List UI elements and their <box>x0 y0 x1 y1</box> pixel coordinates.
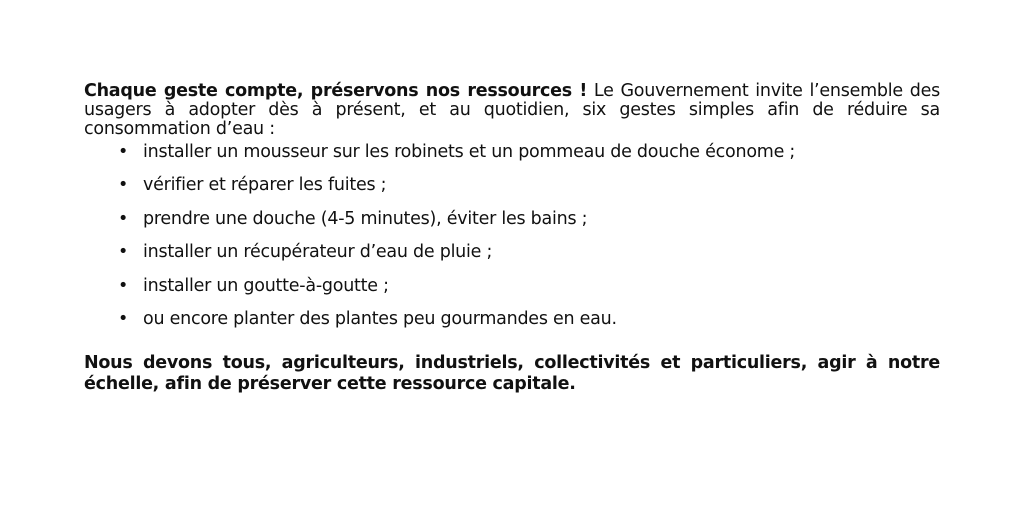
list-item-text: vérifier et réparer les fuites ; <box>143 175 387 196</box>
intro-text: Le Gouvernement invite l’ensemble des usagers à adopter dès à présent, et au quotidien, six gestes simples afin de réduire sa consommation d’eau : <box>84 81 940 139</box>
bullet-icon: • <box>118 175 129 196</box>
bullet-icon: • <box>118 208 129 229</box>
intro-lead: Chaque geste compte, préservons nos ressources ! <box>84 81 588 101</box>
list-item-text: installer un récupérateur d’eau de pluie ; <box>143 242 493 263</box>
list-item <box>84 310 940 343</box>
list-item-text: installer un goutte-à-goutte ; <box>143 275 389 296</box>
list-item-text: ou encore planter des plantes peu gourmandes en eau. <box>143 308 617 329</box>
bullet-icon: • <box>118 242 129 263</box>
bullet-icon: • <box>118 142 129 162</box>
list-item <box>84 277 940 310</box>
document-body <box>84 82 940 395</box>
list-item-text: installer un mousseur sur les robinets et un pommeau de douche économe ; <box>143 142 796 162</box>
bullet-icon: • <box>118 275 129 296</box>
list-item <box>84 210 940 243</box>
list-item <box>84 143 940 176</box>
gestures-list <box>84 143 940 343</box>
closing-paragraph: Nous devons tous, agriculteurs, industriels, collectivités et particuliers, agir à notre échelle, afin de préserver cette ressource capitale. <box>84 353 940 395</box>
list-item-text: prendre une douche (4-5 minutes), éviter les bains ; <box>143 208 588 229</box>
list-item <box>84 243 940 276</box>
bullet-icon: • <box>118 308 129 329</box>
list-item <box>84 176 940 209</box>
intro-paragraph <box>84 82 940 139</box>
